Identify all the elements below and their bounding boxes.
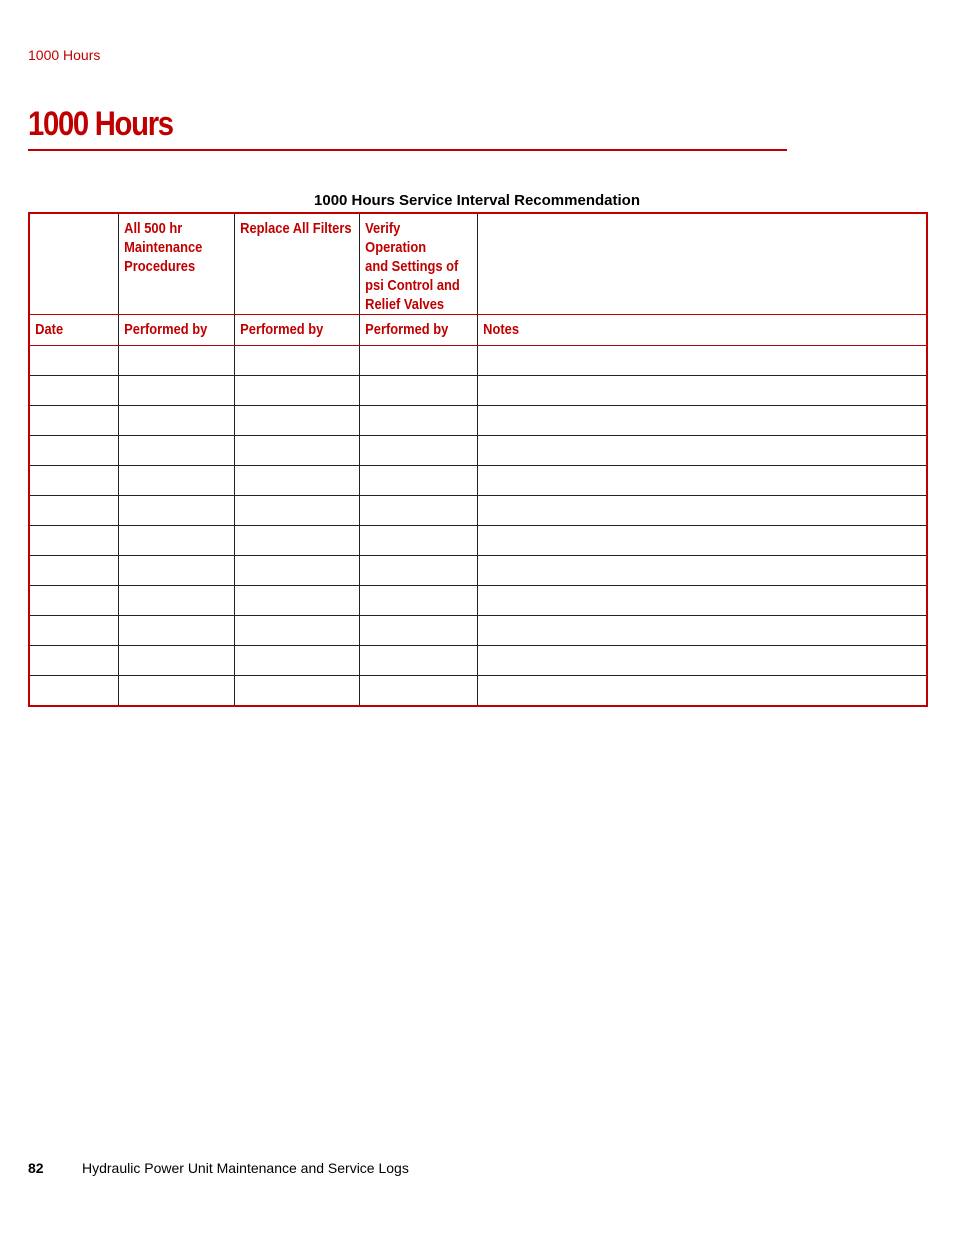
table-row: [29, 556, 927, 586]
performed-by-cell[interactable]: [234, 496, 359, 526]
performed-by-cell[interactable]: [234, 676, 359, 707]
column-header-cell: [477, 315, 927, 346]
performed-by-cell[interactable]: [234, 406, 359, 436]
table-row: [29, 646, 927, 676]
performed-by-cell[interactable]: [118, 466, 234, 496]
date-cell[interactable]: [29, 526, 118, 556]
performed-by-cell[interactable]: [118, 646, 234, 676]
table-row: [29, 406, 927, 436]
performed-by-cell[interactable]: [118, 526, 234, 556]
table-row: [29, 526, 927, 556]
date-cell[interactable]: [29, 466, 118, 496]
performed-by-cell[interactable]: [359, 496, 477, 526]
performed-by-cell[interactable]: [234, 346, 359, 376]
performed-by-cell[interactable]: [359, 466, 477, 496]
date-cell[interactable]: [29, 676, 118, 707]
column-header-row: [29, 315, 927, 346]
performed-by-cell[interactable]: [359, 676, 477, 707]
task-header-verify-valves: Verify Operation and Settings of psi Control and Relief Valves: [364, 220, 460, 313]
performed-by-cell[interactable]: [234, 526, 359, 556]
date-cell[interactable]: [29, 646, 118, 676]
column-header-notes: Notes: [482, 321, 519, 338]
table-row: [29, 466, 927, 496]
performed-by-cell[interactable]: [359, 616, 477, 646]
performed-by-cell[interactable]: [118, 376, 234, 406]
performed-by-cell[interactable]: [118, 676, 234, 707]
table-row: [29, 586, 927, 616]
page-title: 1000 Hours: [28, 105, 173, 143]
table-row: [29, 376, 927, 406]
notes-cell[interactable]: [477, 346, 927, 376]
notes-cell[interactable]: [477, 526, 927, 556]
task-header-replace-filters: Replace All Filters: [239, 220, 352, 237]
notes-cell[interactable]: [477, 556, 927, 586]
performed-by-cell[interactable]: [359, 586, 477, 616]
date-cell[interactable]: [29, 616, 118, 646]
task-header-date-blank: [30, 214, 105, 219]
performed-by-cell[interactable]: [234, 586, 359, 616]
performed-by-cell[interactable]: [118, 346, 234, 376]
column-header-cell: [29, 315, 118, 346]
table-row: [29, 616, 927, 646]
notes-cell[interactable]: [477, 586, 927, 616]
task-header-500hr-procedures: All 500 hr Maintenance Procedures: [123, 220, 202, 275]
performed-by-cell[interactable]: [118, 556, 234, 586]
date-cell[interactable]: [29, 346, 118, 376]
date-cell[interactable]: [29, 556, 118, 586]
service-log-table: [28, 212, 928, 707]
performed-by-cell[interactable]: [359, 376, 477, 406]
column-header-cell: [234, 315, 359, 346]
column-header-performed-by: Performed by: [239, 321, 323, 338]
title-rule: [28, 149, 787, 151]
performed-by-cell[interactable]: [234, 436, 359, 466]
performed-by-cell[interactable]: [234, 556, 359, 586]
task-header-cell: [234, 213, 359, 315]
date-cell[interactable]: [29, 436, 118, 466]
performed-by-cell[interactable]: [359, 646, 477, 676]
performed-by-cell[interactable]: [234, 646, 359, 676]
performed-by-cell[interactable]: [118, 496, 234, 526]
column-header-cell: [359, 315, 477, 346]
performed-by-cell[interactable]: [359, 346, 477, 376]
performed-by-cell[interactable]: [359, 436, 477, 466]
notes-cell[interactable]: [477, 376, 927, 406]
notes-cell[interactable]: [477, 406, 927, 436]
performed-by-cell[interactable]: [118, 406, 234, 436]
column-header-cell: [118, 315, 234, 346]
column-header-performed-by: Performed by: [123, 321, 207, 338]
table-row: [29, 676, 927, 707]
notes-cell[interactable]: [477, 616, 927, 646]
table-row: [29, 346, 927, 376]
running-header: 1000 Hours: [28, 47, 101, 63]
date-cell[interactable]: [29, 496, 118, 526]
notes-cell[interactable]: [477, 676, 927, 707]
notes-cell[interactable]: [477, 646, 927, 676]
table-row: [29, 436, 927, 466]
table-row: [29, 496, 927, 526]
notes-cell[interactable]: [477, 466, 927, 496]
performed-by-cell[interactable]: [359, 556, 477, 586]
date-cell[interactable]: [29, 406, 118, 436]
performed-by-cell[interactable]: [118, 436, 234, 466]
page-number: 82: [28, 1160, 44, 1176]
notes-cell[interactable]: [477, 496, 927, 526]
performed-by-cell[interactable]: [234, 616, 359, 646]
task-header-notes-blank: [478, 214, 864, 219]
task-header-cell: [29, 213, 118, 315]
performed-by-cell[interactable]: [359, 526, 477, 556]
performed-by-cell[interactable]: [118, 586, 234, 616]
task-header-cell: [359, 213, 477, 315]
table-caption: 1000 Hours Service Interval Recommendation: [314, 192, 640, 209]
date-cell[interactable]: [29, 376, 118, 406]
performed-by-cell[interactable]: [359, 406, 477, 436]
notes-cell[interactable]: [477, 436, 927, 466]
column-header-date: Date: [35, 321, 64, 338]
performed-by-cell[interactable]: [234, 376, 359, 406]
task-header-cell: [477, 213, 927, 315]
performed-by-cell[interactable]: [118, 616, 234, 646]
date-cell[interactable]: [29, 586, 118, 616]
column-header-performed-by: Performed by: [364, 321, 448, 338]
task-header-cell: [118, 213, 234, 315]
log-body: [29, 346, 927, 707]
footer-document-title: Hydraulic Power Unit Maintenance and Service Logs: [82, 1160, 409, 1176]
performed-by-cell[interactable]: [234, 466, 359, 496]
task-header-row: [29, 213, 927, 315]
